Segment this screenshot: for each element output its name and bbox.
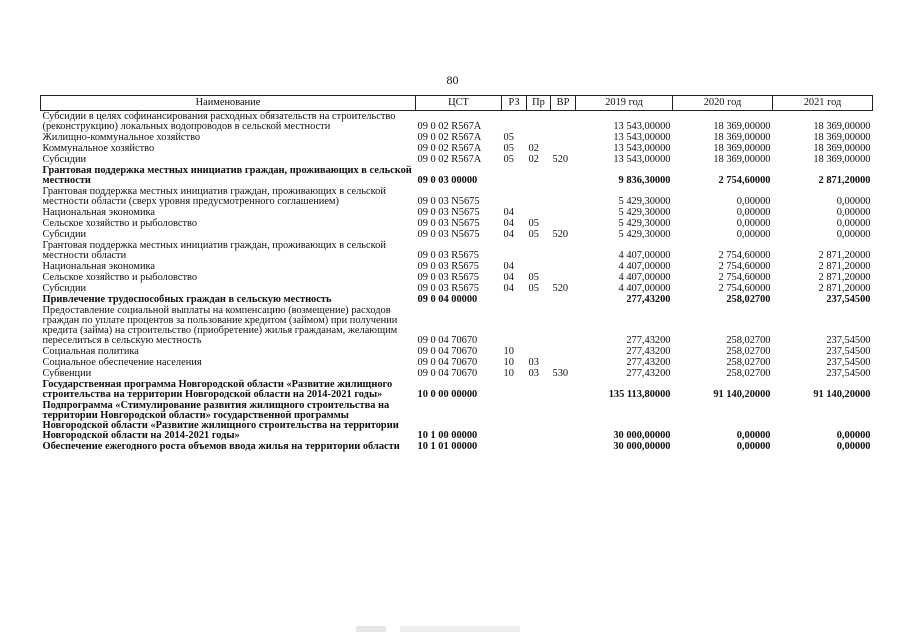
cell-y2020: 18 369,00000	[713, 132, 771, 143]
cell-name: Социальная политика	[42, 346, 139, 357]
cell-rz	[502, 186, 527, 207]
cell-cst: 10 1 01 00000	[417, 441, 478, 452]
cell-rz: 05	[503, 143, 514, 154]
cell-vr: 530	[552, 368, 569, 379]
cell-pr	[527, 379, 551, 400]
cell-y2021: 2 871,20000	[818, 272, 871, 283]
cell-vr	[551, 272, 576, 283]
cell-vr	[551, 346, 576, 357]
cell-vr	[551, 186, 576, 207]
cell-y2020: 2 754,60000	[718, 272, 771, 283]
cell-y2019: 4 407,00000	[618, 272, 671, 283]
cell-y2019: 4 407,00000	[618, 283, 671, 294]
cell-y2020: 0,00000	[736, 441, 771, 452]
cell-vr	[551, 379, 576, 400]
cell-y2019: 4 407,00000	[618, 261, 671, 272]
cell-name: Грантовая поддержка местных инициатив граждан, проживающих в сельской местности	[42, 165, 412, 186]
header-vr: ВР	[551, 96, 576, 111]
table-row	[41, 218, 873, 229]
cell-y2021: 0,00000	[836, 229, 871, 240]
cell-cst: 09 0 02 R567A	[417, 154, 482, 165]
cell-y2020: 258,02700	[726, 294, 771, 305]
cell-rz: 04	[503, 218, 514, 229]
table-header-row	[41, 96, 873, 111]
cell-cst: 09 0 03 N5675	[417, 196, 480, 207]
cell-name: Государственная программа Новгородской области «Развитие жилищного строительства на территории Новгородской области на 2014-2021 годы»	[42, 379, 393, 400]
cell-vr	[551, 357, 576, 368]
cell-name: Субсидии в целях софинансирования расходных обязательств на строительство (реконструкцию) локальных водопроводов в сельской местности	[42, 111, 396, 132]
cell-name: Коммунальное хозяйство	[42, 143, 155, 154]
cell-pr	[527, 132, 551, 143]
table-row	[41, 229, 873, 240]
cell-rz: 10	[503, 357, 514, 368]
cell-name: Жилищно-коммунальное хозяйство	[42, 132, 201, 143]
cell-pr	[527, 294, 551, 305]
cell-y2021: 2 871,20000	[818, 250, 871, 261]
cell-y2019: 30 000,00000	[613, 441, 671, 452]
header-cst: ЦСТ	[416, 96, 502, 111]
cell-y2020: 18 369,00000	[713, 121, 771, 132]
table-row	[41, 294, 873, 305]
cell-cst: 09 0 03 N5675	[417, 229, 480, 240]
header-rz: РЗ	[502, 96, 527, 111]
cell-name: Грантовая поддержка местных инициатив граждан, проживающих в сельской местности области (сверх уровня предусмотренного соглашением)	[42, 186, 386, 207]
table-row	[41, 240, 873, 261]
cell-y2021: 237,54500	[826, 335, 871, 346]
cell-y2020: 18 369,00000	[713, 154, 771, 165]
cell-pr: 05	[528, 283, 539, 294]
cell-pr	[527, 207, 551, 218]
cell-y2020: 258,02700	[726, 357, 771, 368]
cell-y2019: 277,43200	[626, 294, 671, 305]
cell-cst: 09 0 02 R567A	[417, 132, 482, 143]
cell-vr	[551, 441, 576, 452]
cell-y2019: 5 429,30000	[618, 196, 671, 207]
cell-name: Национальная экономика	[42, 261, 156, 272]
table-row	[41, 400, 873, 441]
cell-cst: 09 0 04 70670	[417, 368, 478, 379]
cell-cst: 09 0 02 R567A	[417, 121, 482, 132]
cell-y2019: 13 543,00000	[613, 121, 671, 132]
cell-y2019: 277,43200	[626, 346, 671, 357]
cell-y2020: 2 754,60000	[718, 283, 771, 294]
cell-y2020: 2 754,60000	[718, 261, 771, 272]
cell-y2019: 30 000,00000	[613, 430, 671, 441]
table-row	[41, 379, 873, 400]
cell-y2019: 5 429,30000	[618, 229, 671, 240]
cell-pr: 05	[528, 218, 539, 229]
cell-name: Социальное обеспечение населения	[42, 357, 202, 368]
table-row	[41, 441, 873, 452]
cell-vr	[551, 305, 576, 346]
cell-vr	[551, 261, 576, 272]
cell-y2021: 237,54500	[826, 294, 871, 305]
cell-name: Субсидии	[42, 154, 87, 165]
cell-pr: 02	[528, 143, 539, 154]
cell-name: Субсидии	[42, 229, 87, 240]
scan-smudge	[356, 626, 386, 632]
cell-rz: 05	[503, 154, 514, 165]
cell-y2019: 277,43200	[626, 335, 671, 346]
cell-y2020: 258,02700	[726, 368, 771, 379]
cell-pr: 02	[528, 154, 539, 165]
cell-name: Подпрограмма «Стимулирование развития жилищного строительства на территории Новгородской области» государственной программы Новгородской области «Развитие жилищного строительства на территории Новгородской области на 2014-2021 годы»	[42, 400, 399, 441]
cell-pr	[527, 240, 551, 261]
cell-rz	[502, 240, 527, 261]
cell-y2021: 2 871,20000	[818, 283, 871, 294]
cell-cst: 10 1 00 00000	[417, 430, 478, 441]
budget-table	[40, 95, 873, 452]
cell-name: Сельское хозяйство и рыболовство	[42, 272, 198, 283]
header-name: Наименование	[41, 96, 416, 111]
cell-rz	[502, 305, 527, 346]
cell-y2021: 0,00000	[836, 430, 871, 441]
table-row	[41, 346, 873, 357]
cell-rz: 04	[503, 283, 514, 294]
cell-vr	[551, 207, 576, 218]
cell-y2019: 135 113,80000	[608, 389, 671, 400]
cell-rz: 05	[503, 132, 514, 143]
cell-name: Грантовая поддержка местных инициатив граждан, проживающих в сельской местности области	[42, 240, 386, 261]
cell-vr	[551, 400, 576, 441]
table-row	[41, 368, 873, 379]
cell-y2020: 258,02700	[726, 335, 771, 346]
cell-vr: 520	[552, 283, 569, 294]
cell-rz: 10	[503, 368, 514, 379]
scan-smudge	[400, 626, 520, 632]
cell-cst: 09 0 03 N5675	[417, 218, 480, 229]
table-row	[41, 154, 873, 165]
cell-pr	[527, 111, 551, 133]
cell-y2019: 13 543,00000	[613, 154, 671, 165]
cell-y2021: 2 871,20000	[818, 261, 871, 272]
cell-y2020: 0,00000	[736, 218, 771, 229]
cell-vr	[551, 294, 576, 305]
cell-y2019: 4 407,00000	[618, 250, 671, 261]
cell-y2019: 277,43200	[626, 368, 671, 379]
cell-cst: 09 0 04 70670	[417, 357, 478, 368]
header-2020: 2020 год	[673, 96, 773, 111]
cell-name: Субсидии	[42, 283, 87, 294]
header-pr: Пр	[527, 96, 551, 111]
cell-y2021: 18 369,00000	[813, 154, 871, 165]
cell-vr	[551, 143, 576, 154]
cell-y2019: 13 543,00000	[613, 132, 671, 143]
table-row	[41, 207, 873, 218]
cell-y2021: 0,00000	[836, 441, 871, 452]
cell-cst: 09 0 02 R567A	[417, 143, 482, 154]
cell-y2021: 237,54500	[826, 368, 871, 379]
cell-y2020: 0,00000	[736, 229, 771, 240]
cell-vr: 520	[552, 154, 569, 165]
cell-cst: 09 0 03 00000	[417, 175, 478, 186]
cell-pr	[527, 400, 551, 441]
cell-y2021: 0,00000	[836, 207, 871, 218]
cell-y2021: 91 140,20000	[813, 389, 871, 400]
header-2021: 2021 год	[773, 96, 873, 111]
cell-pr	[527, 165, 551, 186]
cell-pr: 05	[528, 272, 539, 283]
cell-pr	[527, 305, 551, 346]
cell-vr	[551, 111, 576, 133]
cell-y2021: 18 369,00000	[813, 132, 871, 143]
table-row	[41, 111, 873, 133]
table-row	[41, 357, 873, 368]
cell-rz: 04	[503, 229, 514, 240]
cell-y2020: 0,00000	[736, 196, 771, 207]
cell-y2019: 5 429,30000	[618, 207, 671, 218]
cell-vr	[551, 240, 576, 261]
cell-y2020: 2 754,60000	[718, 250, 771, 261]
cell-rz: 04	[503, 207, 514, 218]
cell-cst: 09 0 04 70670	[417, 346, 478, 357]
cell-y2021: 18 369,00000	[813, 143, 871, 154]
cell-cst: 10 0 00 00000	[417, 389, 478, 400]
cell-name: Национальная экономика	[42, 207, 156, 218]
table-body	[41, 111, 873, 453]
cell-vr	[551, 132, 576, 143]
cell-y2020: 91 140,20000	[713, 389, 771, 400]
cell-y2020: 18 369,00000	[713, 143, 771, 154]
cell-y2021: 0,00000	[836, 196, 871, 207]
cell-rz: 04	[503, 272, 514, 283]
cell-rz: 10	[503, 346, 514, 357]
cell-y2020: 0,00000	[736, 430, 771, 441]
cell-rz: 04	[503, 261, 514, 272]
cell-pr: 03	[528, 368, 539, 379]
cell-vr	[551, 165, 576, 186]
cell-y2019: 5 429,30000	[618, 218, 671, 229]
table-row	[41, 305, 873, 346]
cell-pr	[527, 441, 551, 452]
table-row	[41, 272, 873, 283]
cell-vr: 520	[552, 229, 569, 240]
cell-y2019: 9 836,30000	[618, 175, 671, 186]
cell-cst: 09 0 03 R5675	[417, 261, 479, 272]
cell-rz	[502, 379, 527, 400]
table-row	[41, 143, 873, 154]
cell-rz	[502, 294, 527, 305]
cell-rz	[502, 165, 527, 186]
cell-cst: 09 0 03 R5675	[417, 250, 479, 261]
table-row	[41, 283, 873, 294]
cell-cst: 09 0 03 N5675	[417, 207, 480, 218]
table-row	[41, 261, 873, 272]
cell-name: Предоставление социальной выплаты на компенсацию (возмещение) расходов граждан по уплате процентов за пользование кредитом (займом) при получении кредита (займа) на строительство (приобретение) жилья гражданам, желающим переселиться в сельскую местность	[42, 305, 398, 346]
cell-cst: 09 0 04 70670	[417, 335, 478, 346]
cell-cst: 09 0 03 R5675	[417, 283, 479, 294]
cell-y2021: 237,54500	[826, 346, 871, 357]
cell-rz	[502, 111, 527, 133]
cell-y2020: 2 754,60000	[718, 175, 771, 186]
cell-rz	[502, 400, 527, 441]
cell-pr	[527, 261, 551, 272]
cell-name: Сельское хозяйство и рыболовство	[42, 218, 198, 229]
header-2019: 2019 год	[576, 96, 673, 111]
cell-y2021: 0,00000	[836, 218, 871, 229]
page-number: 80	[446, 73, 459, 87]
cell-y2021: 18 369,00000	[813, 121, 871, 132]
cell-y2019: 277,43200	[626, 357, 671, 368]
cell-y2020: 0,00000	[736, 207, 771, 218]
cell-y2020: 258,02700	[726, 346, 771, 357]
cell-name: Субвенции	[42, 368, 92, 379]
cell-pr	[527, 346, 551, 357]
cell-y2019: 13 543,00000	[613, 143, 671, 154]
cell-pr: 03	[528, 357, 539, 368]
cell-rz	[502, 441, 527, 452]
table-row	[41, 186, 873, 207]
cell-y2021: 237,54500	[826, 357, 871, 368]
cell-name: Обеспечение ежегодного роста объемов ввода жилья на территории области	[42, 441, 400, 452]
cell-vr	[551, 218, 576, 229]
table-row	[41, 132, 873, 143]
cell-cst: 09 0 03 R5675	[417, 272, 479, 283]
cell-y2021: 2 871,20000	[818, 175, 871, 186]
cell-cst: 09 0 04 00000	[417, 294, 478, 305]
cell-name: Привлечение трудоспособных граждан в сельскую местность	[42, 294, 332, 305]
table-row	[41, 165, 873, 186]
cell-pr: 05	[528, 229, 539, 240]
cell-pr	[527, 186, 551, 207]
